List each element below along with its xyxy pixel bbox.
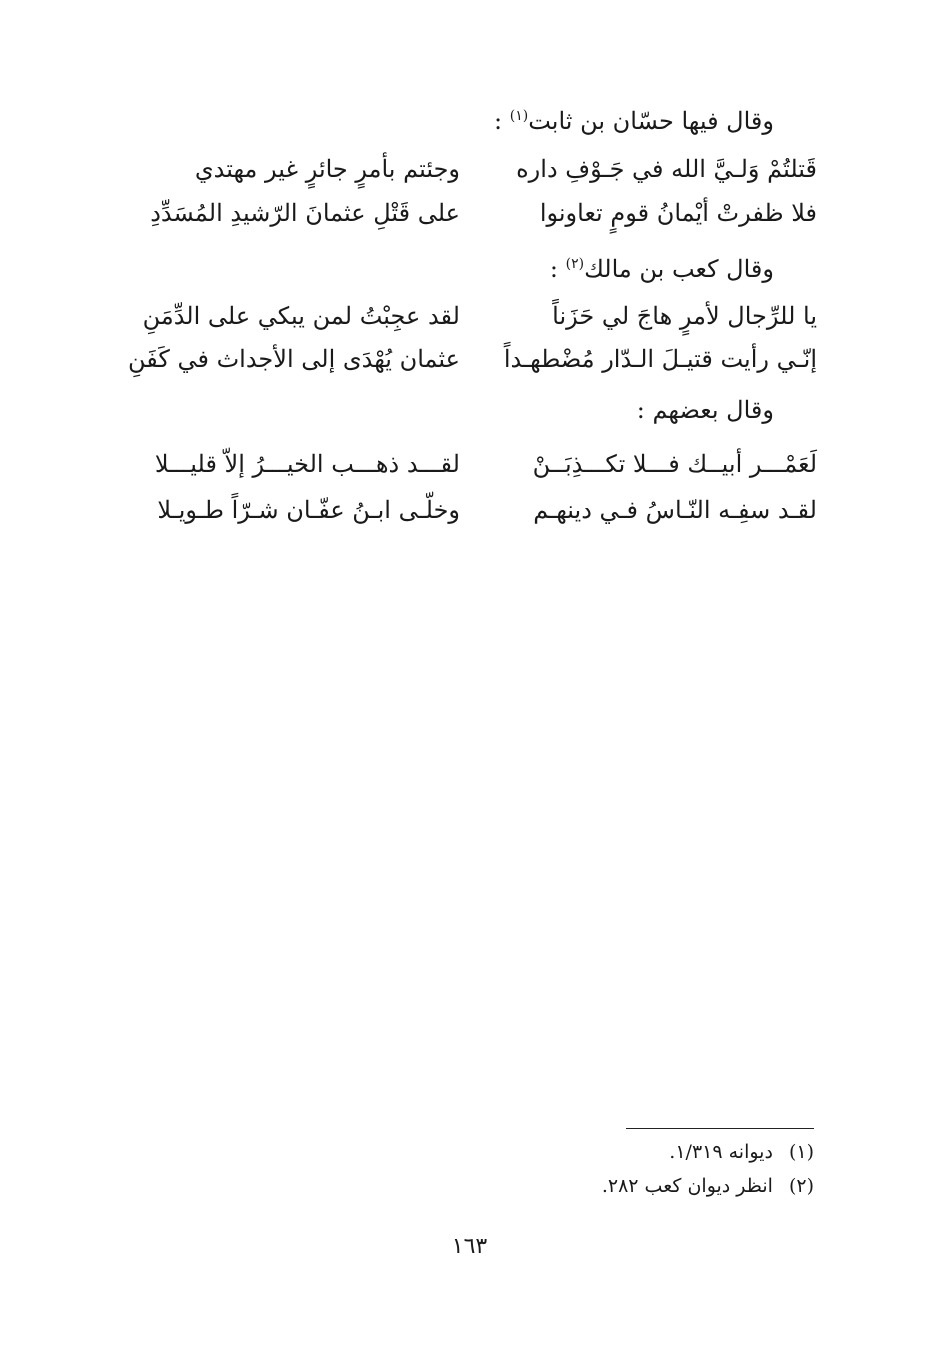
- footnote-text: ديوانه ١/٣١٩.: [669, 1141, 773, 1163]
- verse-first-hemistich: يا للرِّجال لأمرٍ هاجَ لي حَزَناً: [552, 302, 817, 330]
- intro-text: وقال فيها حسّان بن ثابت: [528, 107, 774, 135]
- verse-line: [150, 194, 817, 232]
- intro-line-hassan: [494, 100, 774, 137]
- footnote-1: [669, 1138, 814, 1166]
- intro-text: وقال بعضهم :: [636, 396, 774, 424]
- verse-line: [160, 150, 817, 188]
- page-number: ١٦٣: [451, 1234, 488, 1259]
- intro-line-kaab: [550, 248, 774, 285]
- intro-text: وقال كعب بن مالك: [584, 255, 774, 283]
- verse-first-hemistich: قَتلتُمْ وَلـيَّ الله في جَـوْفِ داره: [516, 155, 817, 183]
- intro-line-others: [637, 394, 774, 426]
- footnote-ref: (١): [509, 108, 529, 124]
- verse-first-hemistich: فلا ظفرتْ أيْمانُ قومٍ تعاونوا: [539, 199, 817, 227]
- intro-colon: :: [549, 255, 566, 283]
- verse-line: [157, 491, 817, 529]
- verse-line: [154, 445, 817, 483]
- verse-second-hemistich: وجئتم بأمرٍ جائرٍ غير مهتدي: [194, 155, 460, 183]
- verse-line: [142, 297, 817, 335]
- footnote-divider: [626, 1128, 814, 1129]
- footnote-number: (٢): [788, 1175, 814, 1197]
- verse-first-hemistich: لقـد سفِـه النّـاسُ فـي دينهـم: [533, 496, 817, 524]
- verse-second-hemistich: عثمان يُهْدَى إلى الأجداث في كَفَنِ: [128, 345, 460, 373]
- verse-first-hemistich: لَعَمْـــر أبيــك فـــلا تكـــذِبَــنْ: [532, 450, 817, 478]
- verse-second-hemistich: لقـــد ذهـــب الخيـــرُ إلاّ قليـــلا: [154, 450, 460, 478]
- verse-line: [128, 340, 817, 378]
- footnote-number: (١): [788, 1141, 814, 1163]
- footnote-text: انظر ديوان كعب ٢٨٢.: [601, 1175, 773, 1197]
- intro-colon: :: [494, 107, 510, 135]
- footnote-ref: (٢): [565, 256, 585, 272]
- verse-second-hemistich: على قَتْلِ عثمانَ الرّشيدِ المُسَدِّدِ: [150, 199, 460, 227]
- footnote-2: [602, 1172, 814, 1200]
- verse-second-hemistich: لقد عجِبْتُ لمن يبكي على الدِّمَنِ: [142, 302, 460, 330]
- verse-first-hemistich: إنّـي رأيت قتيـلَ الـدّار مُضْطهـداً: [503, 345, 817, 373]
- verse-second-hemistich: وخلّـى ابـنُ عفّـان شـرّاً طـويـلا: [157, 496, 460, 524]
